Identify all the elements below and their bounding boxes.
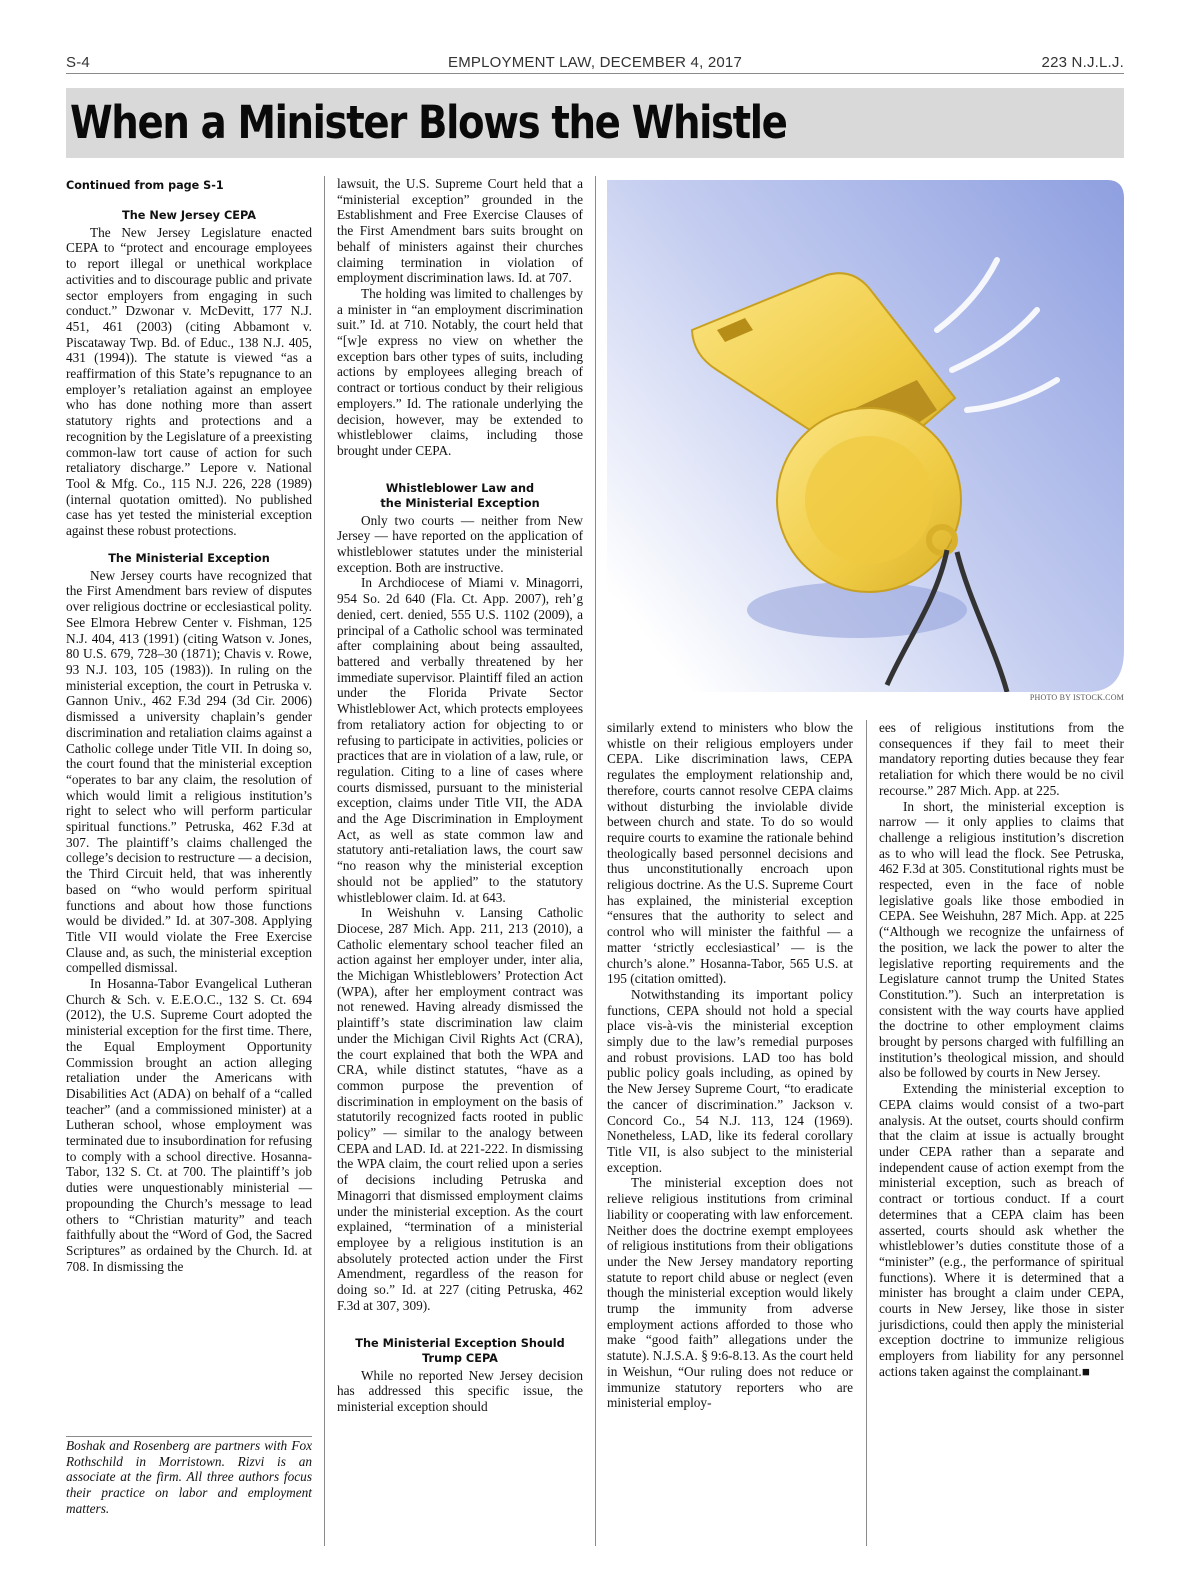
- article-headline: When a Minister Blows the Whistle: [70, 96, 787, 149]
- subhead-whistleblower-law: [337, 481, 583, 511]
- bio-rule: [66, 1436, 312, 1437]
- column-3: [607, 720, 853, 1411]
- body-paragraph: In short, the ministerial exception is narrow — it only applies to claims that challenge a religious institution’s discretion as to who will lead the flock. See Petruska, 462 F.3d at 305. Constitutional rights must be respected, even in the face of noble legislative goals like those embodied in CEPA. See Weishuhn, 287 Mich. App. at 225 (“Although we recognize the unfairness of the position, we lack the power to alter the legislative reporting requirements and the Legislature cannot trump the United States Constitution.”). Such an interpretation is consistent with the way courts have applied the doctrine to other employment claims brought by persons charged with fulfilling an institution’s theological mission, and should also be followed by courts in New Jersey.: [879, 798, 1124, 1081]
- subhead-line: Whistleblower Law and: [385, 481, 535, 495]
- section-date: EMPLOYMENT LAW, DECEMBER 4, 2017: [448, 54, 742, 71]
- subhead-line: Trump CEPA: [422, 1351, 498, 1365]
- body-paragraph: The New Jersey Legislature enacted CEPA to “protect and encourage employees to report illegal or unethical workplace activities and to discourage public and private sector employers from engaging in such conduct.” Dzwonar v. McDevitt, 177 N.J. 451, 461 (2003) (citing Abbamont v. Piscataway Twp. Bd. of Educ., 138 N.J. 405, 431 (1994)). The statute is viewed “as a reaffirmation of this State’s repugnance to an employer’s retaliation against an employee who has done nothing more than assert statutory rights and protections and a recognition by the Legislature of a preexisting common-law tort cause of action for such retaliatory discharge.” Lepore v. National Tool & Mfg. Co., 115 N.J. 226, 228 (1989) (internal quotation omitted). No published case has yet tested the ministerial exception against these robust protections.: [66, 224, 312, 539]
- body-paragraph: Only two courts — neither from New Jersey — have reported on the application of whistleblower statutes under the ministerial exception. Both are instructive.: [337, 512, 583, 575]
- publication-citation: 223 N.J.L.J.: [1041, 54, 1124, 71]
- column-divider: [866, 720, 867, 1546]
- body-paragraph: The holding was limited to challenges by a minister in “an employment discrimination suit.” Id. at 710. Notably, the court held that “[w]e express no view on whether the exception bars other types of suits, including actions by employees alleging breach of contract or tortious conduct by their religious employers.” Id. The rationale underlying the decision, however, may be extended to whistleblower claims, including those brought under CEPA.: [337, 285, 583, 458]
- photo-credit: PHOTO BY ISTOCK.COM: [1029, 693, 1124, 702]
- column-divider: [324, 176, 325, 1546]
- running-head: [66, 52, 1124, 74]
- body-paragraph: The ministerial exception does not relieve religious institutions from criminal liability or cooperating with law enforcement. Neither does the doctrine exempt employees of religious institutions from their obligations under the New Jersey mandatory reporting statute to report child abuse or neglect (even though the ministerial exception would likely trump the immunity from adverse employment actions afforded to those who make “good faith” allegations under the statute). N.J.S.A. § 9:6-8.13. As the court held in Weishun, “Our ruling does not reduce or immunize statutory reporters who are ministerial employ-: [607, 1175, 853, 1411]
- column-4: [879, 720, 1124, 1380]
- body-paragraph: Extending the ministerial exception to CEPA claims would consist of a two-part analysis. At the outset, courts should confirm that the claim at issue is actually brought under CEPA rather than a separate and independent cause of action exempt from the ministerial exception, such as breach of contract or tortious conduct. If a court determines that a CEPA claim has been asserted, courts should ask whether the whistleblower’s duties constitute those of a “minister” (e.g., the performance of spiritual functions). Where it is determined that a minister has brought a claim under CEPA, courts in New Jersey, like those in sister jurisdictions, could then apply the ministerial exception doctrine to immunize religious employers from liability for any personnel actions taken against the complainant.■: [879, 1081, 1124, 1379]
- body-paragraph: lawsuit, the U.S. Supreme Court held that a “ministerial exception” grounded in the Establishment and Free Exercise Clauses of the First Amendment bars suits brought on behalf of ministers against their churches claiming termination in violation of employment discrimination laws. Id. at 707.: [337, 176, 583, 286]
- subhead-trump-cepa: [337, 1336, 583, 1366]
- body-paragraph: In Hosanna-Tabor Evangelical Lutheran Church & Sch. v. E.E.O.C., 132 S. Ct. 694 (2012), the U.S. Supreme Court adopted the ministerial exception for the first time. There, the Equal Employment Opportunity Commission brought an action alleging retaliation under the Americans with Disabilities Act (ADA) on behalf of a “called teacher” (and a commissioned minister) at a Lutheran school, whose employment was terminated due to insubordination for refusing to comply with a school directive. Hosanna-Tabor, 132 S. Ct. at 700. The plaintiff’s job duties were unquestionably ministerial — propounding the Church’s message to lead others to “Christian maturity” and teach faithfully about the “Word of God, the Sacred Scriptures” as ordained by the Church. Id. at 708. In dismissing the: [66, 976, 312, 1274]
- column-1: [66, 176, 312, 1274]
- body-paragraph: ees of religious institutions from the consequences if they fail to meet their mandatory reporting duties because they fear retaliation for which there would be no civil recourse.” 287 Mich. App. at 225.: [879, 720, 1124, 798]
- body-paragraph: In Archdiocese of Miami v. Minagorri, 954 So. 2d 640 (Fla. Ct. App. 2007), reh’g denied, cert. denied, 555 U.S. 1102 (2009), a principal of a Catholic school was terminated after complaining about being assaulted, battered and verbally threatened by her immediate supervisor. Plaintiff filed an action under the Florida Private Sector Whistleblower Act, which protects employees from retaliatory action for objecting to or refusing to participate in activities, policies or practices that are in violation of a law, rule, or regulation. Citing to a line of cases where courts dismissed, pursuant to the ministerial exception, claims under Title VII, the ADA and the Age Discrimination in Employment Act, as well as state common law and statutory anti-retaliation laws, the court saw “no reason why the ministerial exception should not be applied” to the statutory whistleblower claim. Id. at 643.: [337, 575, 583, 905]
- body-paragraph: Notwithstanding its important policy functions, CEPA should not hold a special place vis-à-vis the ministerial exception simply due to the law’s remedial purposes and robust provisions. LAD too has bold public policy goals including, as opined by the New Jersey Supreme Court, “to eradicate the cancer of discrimination.” Jackson v. Concord Co., 54 N.J. 113, 124 (1969). Nonetheless, LAD, like its federal corollary Title VII, is also subject to the ministerial exception.: [607, 986, 853, 1175]
- column-divider: [595, 176, 596, 1546]
- subhead-cepa: The New Jersey CEPA: [122, 208, 256, 222]
- subhead-ministerial-exception: The Ministerial Exception: [108, 551, 270, 565]
- body-paragraph: While no reported New Jersey decision has addressed this specific issue, the ministerial exception should: [337, 1367, 583, 1414]
- continued-from-label: Continued from page S-1: [66, 179, 224, 192]
- column-2: [337, 176, 583, 1415]
- header-rule: [66, 73, 1124, 74]
- author-bio: Boshak and Rosenberg are partners with Fox Rothschild in Morristown. Rizvi is an associate at the firm. All three authors focus their practice on labor and employment matters.: [66, 1438, 312, 1516]
- body-paragraph: similarly extend to ministers who blow the whistle on their religious employers under CEPA. Like discrimination laws, CEPA regulates the employment relationship and, therefore, courts cannot resolve CEPA claims without disturbing the inviolable divide between church and state. To do so would require courts to examine the rationale behind theologically based personnel decisions and thus unconstitutionally encroach upon religious doctrine. As the U.S. Supreme Court has explained, the ministerial exception “ensures that the authority to select and control who will minister the faithful — a matter ‘strictly ecclesiastical’ — is the church’s alone.” Hosanna-Tabor, 565 U.S. at 195 (citation omitted).: [607, 720, 853, 987]
- body-paragraph: New Jersey courts have recognized that the First Amendment bars review of disputes over religious doctrine or ecclesiastical polity. See Elmora Hebrew Center v. Fishman, 125 N.J. 404, 413 (1991) (citing Watson v. Jones, 80 U.S. 679, 728–30 (1871); Chavis v. Rowe, 93 N.J. 103, 105 (1983)). In ruling on the ministerial exception, the court in Petruska v. Gannon Univ., 462 F.3d 294 (3d Cir. 2006) dismissed a university chaplain’s gender discrimination and retaliation claims against a Catholic college under Title VII. In doing so, the court found that the ministerial exception “operates to bar any claim, the resolution of which would limit a religious institution’s right to select who will perform particular spiritual functions.” Petruska, 462 F.3d at 307. The plaintiff’s claims challenged the college’s decision to restructure — a decision, the Third Circuit held, that was inherently based on “who would perform spiritual functions and about how those functions would be divided.” Id. at 307-308. Applying Title VII would violate the Free Exercise Clause and, as such, the ministerial exception compelled dismissal.: [66, 567, 312, 976]
- body-paragraph: In Weishuhn v. Lansing Catholic Diocese, 287 Mich. App. 211, 213 (2010), a Catholic elementary school teacher filed an action against her employer under, inter alia, the Michigan Whistleblowers’ Protection Act (WPA), after her employment contract was not renewed. Having already dismissed the plaintiff’s state discrimination law claim under the Michigan Civil Rights Act (CRA), the court explained that both the WPA and CRA, while distinct statutes, “have as a common purpose the prevention of discrimination in employment on the basis of statutorily recognized facts rooted in public policy” — similar to the analogy between CEPA and LAD. Id. at 221-222. In dismissing the WPA claim, the court relied upon a series of decisions including Petruska and Minagorri that dismissed employment claims under the ministerial exception. As the court explained, “termination of a ministerial employee by a religious institution is an absolutely protected action under the First Amendment, regardless of the reason for doing so.” Id. at 227 (citing Petruska, 462 F.3d at 307, 309).: [337, 905, 583, 1313]
- subhead-line: the Ministerial Exception: [380, 496, 540, 510]
- whistle-photo: [607, 180, 1124, 692]
- subhead-line: The Ministerial Exception Should: [355, 1336, 565, 1350]
- page-number: S-4: [66, 54, 90, 71]
